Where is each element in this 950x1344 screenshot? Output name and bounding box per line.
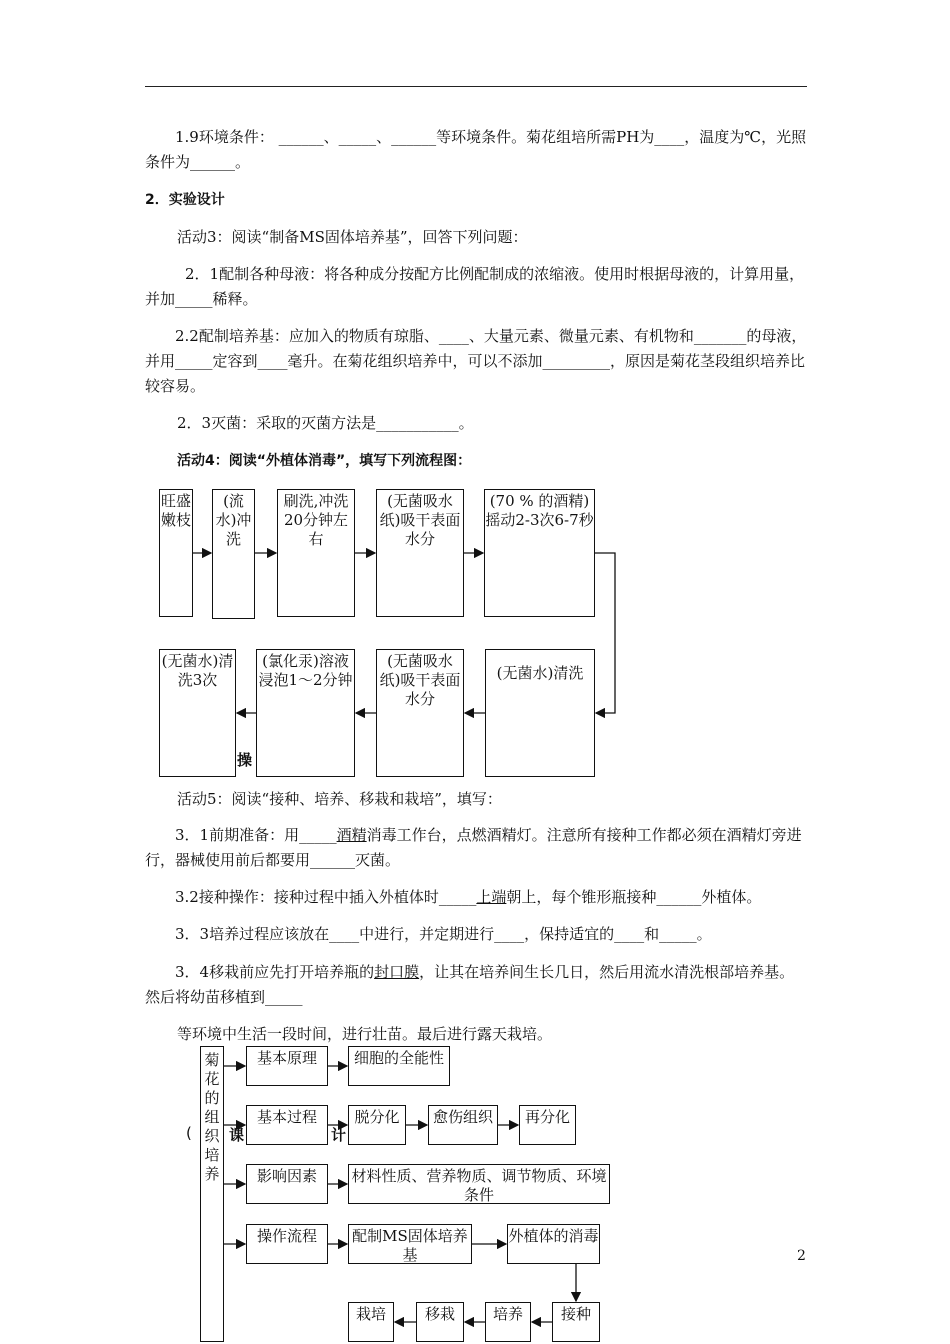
map-root: 菊花的组织培养 <box>200 1046 224 1342</box>
section-heading: 2．实验设计 <box>145 192 225 208</box>
para-2-3: 2．3灭菌：采取的灭菌方法是___________。 <box>177 414 474 432</box>
map-procedure: 操作流程 <box>246 1224 328 1264</box>
flow-box-sterile-wash: (无菌水)清洗 <box>485 649 595 777</box>
activity-3: 活动3：阅读“制备MS固体培养基”，回答下列问题： <box>177 228 528 246</box>
map-culture: 培养 <box>485 1302 531 1342</box>
para-3-4: 3．4移栽前应先打开培养瓶的封口膜，让其在培养间生长几日，然后用流水清洗根部培养基。然后将幼苗移植到_____ <box>145 963 795 1006</box>
activity-5: 活动5：阅读“接种、培养、移栽和栽培”，填写： <box>177 790 502 808</box>
flow-box-alcohol: (70 % 的酒精)摇动2-3次6-7秒 <box>484 489 595 617</box>
overlap-fragment-4: 计 <box>331 1126 347 1144</box>
map-inoculate: 接种 <box>552 1302 600 1342</box>
map-cultivate: 栽培 <box>348 1302 394 1342</box>
map-factors: 影响因素 <box>246 1164 328 1204</box>
map-explant-disinfect: 外植体的消毒 <box>507 1224 600 1264</box>
para-2-1: 2．1配制各种母液：将各种成分按配方比例配制成的浓缩液。使用时根据母液的，计算用量，并加_____稀释。 <box>145 265 805 308</box>
flow-box-rinse: (流水)冲洗 <box>212 489 255 619</box>
flow-box-twig: 旺盛嫩枝 <box>159 489 193 617</box>
para-3-1: 3．1前期准备：用_____酒精消毒工作台，点燃酒精灯。注意所有接种工作都必须在酒精灯旁进行，器械使用前后都要用______灭菌。 <box>145 826 802 869</box>
map-transplant: 移栽 <box>416 1302 464 1342</box>
flow-box-mercury: (氯化汞)溶液浸泡1～2分钟 <box>256 649 355 777</box>
page-number: 2 <box>797 1248 806 1264</box>
flow-box-wash-3: (无菌水)清洗3次 <box>159 649 236 777</box>
para-3-5: 等环境中生活一段时间，进行壮苗。最后进行露天栽培。 <box>177 1025 553 1043</box>
para-3-3: 3．3培养过程应该放在____中进行，并定期进行____，保持适宜的____和_____。 <box>175 925 712 943</box>
flow-box-dry-1: (无菌吸水纸)吸干表面水分 <box>376 489 464 617</box>
map-totipotency: 细胞的全能性 <box>348 1046 450 1086</box>
map-dedifferentiation: 脱分化 <box>348 1105 406 1145</box>
map-prepare-ms: 配制MS固体培养基 <box>348 1224 472 1264</box>
map-callus: 愈伤组织 <box>428 1105 498 1145</box>
flow-box-dry-2: (无菌吸水纸)吸干表面水分 <box>376 649 464 777</box>
overlap-fragment-2: ( <box>186 1124 192 1142</box>
activity-4: 活动4：阅读“外植体消毒”，填写下列流程图： <box>177 453 472 469</box>
overlap-fragment: 操 <box>237 751 253 769</box>
map-factor-list: 材料性质、营养物质、调节物质、环境条件 <box>348 1164 610 1204</box>
map-principle: 基本原理 <box>246 1046 328 1086</box>
flow-box-scrub: 刷洗,冲洗20分钟左右 <box>277 489 355 617</box>
para-1-9: 1.9环境条件： ______、_____、______等环境条件。菊花组培所需PH为____，温度为℃，光照条件为______。 <box>145 128 807 171</box>
para-2-2: 2.2配制培养基：应加入的物质有琼脂、____、大量元素、微量元素、有机物和_______的母液，并用_____定容到____毫升。在菊花组织培养中，可以不添加_________，原因是菊花茎段组织培养比较容易。 <box>145 327 807 395</box>
map-redifferentiation: 再分化 <box>519 1105 576 1145</box>
para-3-2: 3.2接种操作：接种过程中插入外植体时_____上端朝上，每个锥形瓶接种______外植体。 <box>175 888 762 906</box>
map-process: 基本过程 <box>246 1105 328 1145</box>
overlap-fragment-3: 课 <box>229 1126 245 1144</box>
